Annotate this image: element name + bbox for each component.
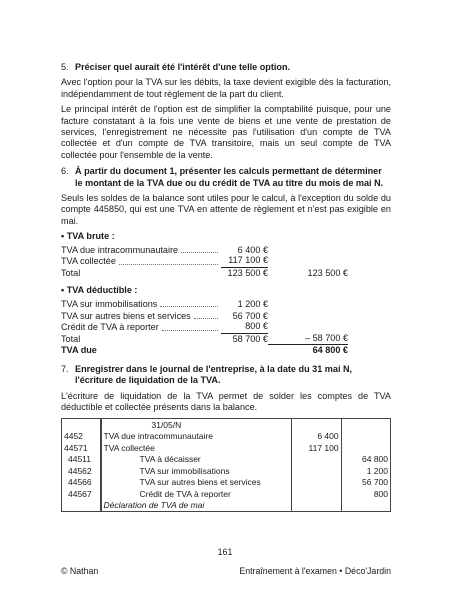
debit-amount (292, 477, 341, 489)
footer-title: Entraînement à l'examen • Déco'Jardin (239, 566, 391, 576)
calc-total-col3: 123 500 € (307, 268, 348, 279)
tva-brute-heading: • TVA brute : (61, 231, 115, 242)
answer-paragraph: Avec l'option pour la TVA sur les débits, la taxe devient exigible dès la facturation, indépendamment de tout règlement de la part du client. (61, 77, 391, 99)
debit-account: 44571 (62, 442, 101, 454)
calc-total-label: Total (61, 268, 81, 279)
calc-total-row (61, 268, 391, 280)
credit-amount (341, 442, 390, 454)
journal-line (62, 454, 391, 466)
question-number: 5. (61, 62, 69, 72)
journal-line (62, 465, 391, 477)
journal-line (62, 488, 391, 500)
credit-account: 44567 (62, 488, 101, 500)
question-number: 7. (61, 363, 69, 374)
debit-account: 4452 (62, 431, 101, 443)
question-title: Enregistrer dans le journal de l'entreprise, à la date du 31 mai N, l'écriture de liquidation de la TVA. (75, 363, 353, 386)
calc-value: 117 100 € (221, 255, 268, 267)
credit-amount: 800 (341, 488, 390, 500)
credit-amount (341, 431, 390, 443)
calc-row (61, 299, 391, 311)
tva-due-value: 64 800 € (312, 345, 348, 356)
debit-amount (292, 465, 341, 477)
line-label: TVA à décaisser (101, 454, 292, 466)
line-label: TVA sur autres biens et services (101, 477, 292, 489)
calc-row (61, 256, 391, 268)
credit-account: 44566 (62, 477, 101, 489)
calc-value: 800 € (221, 321, 268, 333)
answer-paragraph: L'écriture de liquidation de la TVA permet de solder les comptes de TVA déductible et collectée présents dans la balance. (61, 390, 391, 413)
journal-date: 31/05/N (151, 419, 182, 430)
journal-memo: Déclaration de TVA de mai (101, 500, 292, 512)
credit-account: 44511 (62, 454, 101, 466)
journal-line (62, 442, 391, 454)
question-title: Préciser quel aurait été l'intérêt d'une telle option. (75, 62, 291, 72)
calc-total-value: 123 500 € (227, 268, 268, 279)
calc-total-col3: – 58 700 € (268, 333, 348, 345)
credit-account: 44562 (62, 465, 101, 477)
journal-line (62, 431, 391, 443)
journal-date-row (62, 419, 391, 431)
calc-label: Crédit de TVA à reporter (61, 322, 159, 333)
credit-amount: 56 700 (341, 477, 390, 489)
debit-amount: 6 400 (292, 431, 341, 443)
line-label: TVA due intracommunautaire (101, 431, 292, 443)
answer-paragraph: Le principal intérêt de l'option est de simplifier la comptabilité puisque, pour une facture constatant à la fois une vente de biens et une vente de prestation de services, l'enregistrement ne nécessite pas l'utilisation d'un compte de TVA collectée et d'un compte de TVA transitoire, mais un seul compte de TVA collectée pour l'ensemble de la vente. (61, 104, 391, 160)
journal-memo-row (62, 500, 391, 512)
question-number: 6. (61, 166, 69, 177)
calc-label: TVA collectée (61, 256, 116, 267)
page-number: 161 (217, 547, 233, 557)
line-label: TVA collectée (101, 442, 292, 454)
calc-total-label: Total (61, 333, 81, 344)
page-content (61, 62, 391, 512)
calc-label: TVA sur immobilisations (61, 299, 158, 310)
calc-value: 6 400 € (237, 244, 268, 255)
debit-amount: 117 100 (292, 442, 341, 454)
tva-due-row (61, 345, 391, 357)
calc-label: TVA sur autres biens et services (61, 310, 191, 321)
credit-amount: 1 200 (341, 465, 390, 477)
journal-entry-table (61, 418, 391, 512)
debit-amount (292, 454, 341, 466)
calc-total-value: 58 700 € (232, 333, 268, 344)
tva-deductible-heading: • TVA déductible : (61, 285, 138, 296)
page-footer (61, 566, 391, 577)
tva-due-label: TVA due (61, 345, 97, 356)
line-label: Crédit de TVA à reporter (101, 488, 292, 500)
footer-copyright: © Nathan (61, 566, 99, 576)
calc-label: TVA due intracommunautaire (61, 244, 179, 255)
question-5-heading (61, 62, 391, 73)
credit-amount: 64 800 (341, 454, 390, 466)
question-6-heading (61, 166, 391, 189)
calc-total-row (61, 334, 391, 346)
debit-amount (292, 488, 341, 500)
question-title: À partir du document 1, présenter les calculs permettant de déterminer le montant de la TVA due ou du crédit de TVA au titre du mois de mai N. (75, 166, 384, 188)
calc-value: 1 200 € (237, 299, 268, 310)
line-label: TVA sur immobilisations (101, 465, 292, 477)
journal-line (62, 477, 391, 489)
question-7-heading (61, 364, 391, 387)
calc-value: 56 700 € (232, 310, 268, 321)
answer-paragraph: Seuls les soldes de la balance sont utiles pour le calcul, à l'exception du solde du compte 445850, qui est une TVA en attente de règlement et n'est pas exigible en mai. (61, 193, 391, 226)
